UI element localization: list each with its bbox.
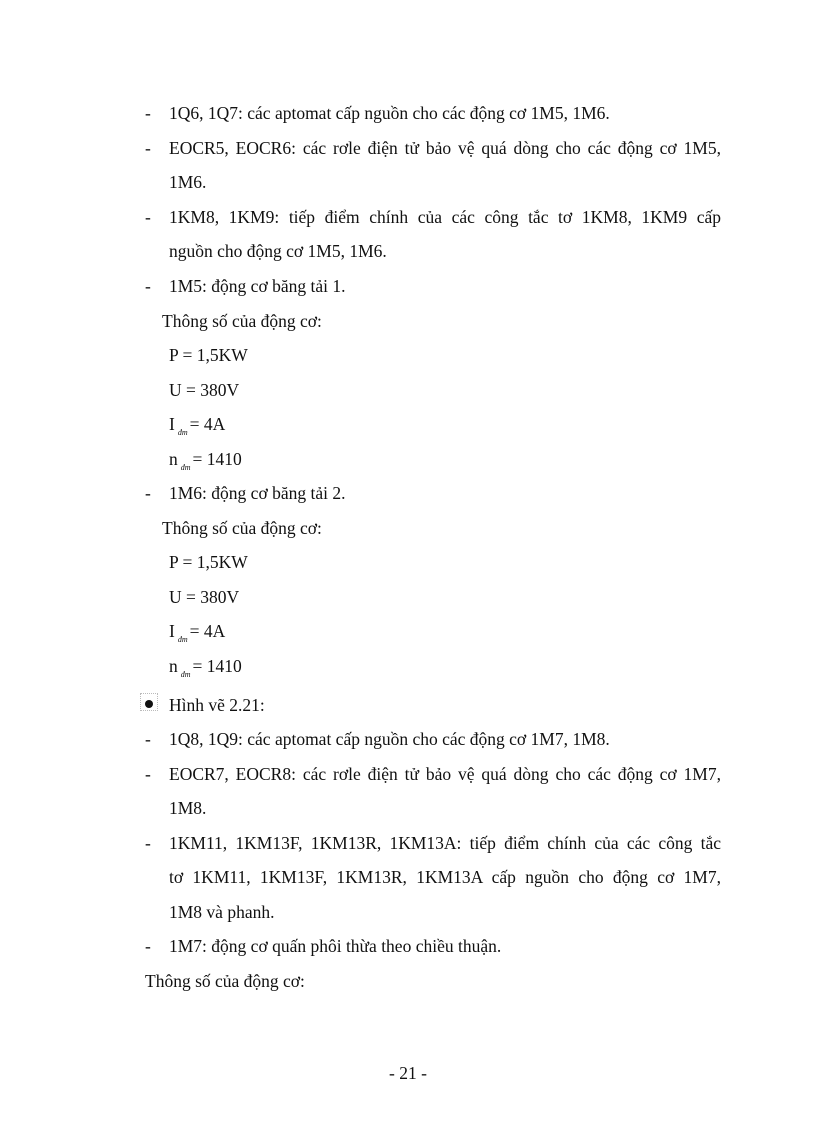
dash-marker: -	[145, 729, 151, 749]
params-title: Thông số của động cơ:	[162, 518, 322, 538]
item-text: 1KM11, 1KM13F, 1KM13R, 1KM13A: tiếp điểm chính của các công tắc	[169, 833, 721, 853]
dash-marker: -	[145, 483, 151, 503]
dash-marker: -	[145, 103, 151, 123]
item-text: EOCR5, EOCR6: các rơle điện tử bảo vệ quá dòng cho các động cơ 1M5,	[169, 138, 721, 158]
item-text: tơ 1KM11, 1KM13F, 1KM13R, 1KM13A cấp nguồn cho động cơ 1M7,	[169, 867, 721, 887]
bullet-icon	[145, 700, 153, 708]
subscript: đm	[177, 428, 188, 437]
page-number: - 21 -	[389, 1063, 427, 1083]
dash-marker: -	[145, 936, 151, 956]
param-voltage: U = 380V	[169, 380, 240, 400]
item-text: 1M8.	[169, 798, 207, 818]
symbol: n	[169, 449, 178, 469]
value: = 1410	[192, 449, 242, 469]
symbol: I	[169, 621, 175, 641]
item-text: nguồn cho động cơ 1M5, 1M6.	[169, 241, 387, 261]
param-rated-speed	[169, 448, 242, 479]
item-text: 1M8 và phanh.	[169, 902, 275, 922]
symbol: I	[169, 414, 175, 434]
dash-marker: -	[145, 764, 151, 784]
item-text: 1M6.	[169, 172, 207, 192]
param-power: P = 1,5KW	[169, 345, 248, 365]
item-text: 1Q6, 1Q7: các aptomat cấp nguồn cho các động cơ 1M5, 1M6.	[169, 103, 610, 123]
item-text: 1Q8, 1Q9: các aptomat cấp nguồn cho các động cơ 1M7, 1M8.	[169, 729, 610, 749]
param-rated-current	[169, 620, 225, 651]
param-power: P = 1,5KW	[169, 552, 248, 572]
value: = 4A	[189, 414, 226, 434]
dash-marker: -	[145, 207, 151, 227]
figure-heading: Hình vẽ 2.21:	[169, 695, 265, 715]
dash-marker: -	[145, 138, 151, 158]
item-text: 1KM8, 1KM9: tiếp điểm chính của các công tắc tơ 1KM8, 1KM9 cấp	[169, 207, 721, 227]
item-text: EOCR7, EOCR8: các rơle điện tử bảo vệ quá dòng cho các động cơ 1M7,	[169, 764, 721, 784]
subscript: đm	[180, 670, 191, 679]
symbol: n	[169, 656, 178, 676]
item-text: 1M7: động cơ quấn phôi thừa theo chiều thuận.	[169, 936, 502, 956]
subscript: đm	[180, 463, 191, 472]
param-voltage: U = 380V	[169, 587, 240, 607]
subscript: đm	[177, 635, 188, 644]
params-title: Thông số của động cơ:	[162, 311, 322, 331]
param-rated-speed	[169, 655, 242, 686]
param-rated-current	[169, 413, 225, 444]
params-title: Thông số của động cơ:	[145, 971, 305, 991]
item-text: 1M6: động cơ băng tải 2.	[169, 483, 346, 503]
value: = 1410	[192, 656, 242, 676]
value: = 4A	[189, 621, 226, 641]
dash-marker: -	[145, 276, 151, 296]
dash-marker: -	[145, 833, 151, 853]
item-text: 1M5: động cơ băng tải 1.	[169, 276, 346, 296]
